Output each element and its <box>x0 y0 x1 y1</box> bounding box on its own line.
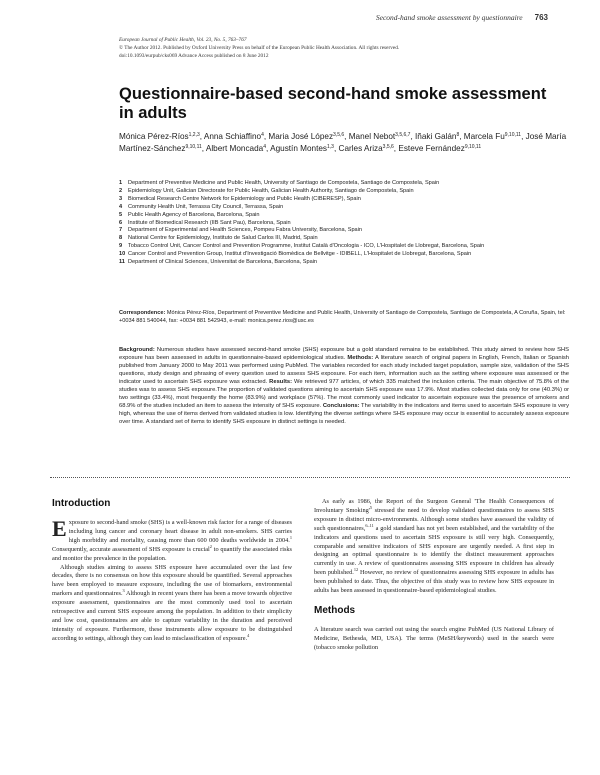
correspondence-text: Mónica Pérez-Ríos, Department of Preventive Medicine and Public Health, University of Santiago de Compostela, Santiago de Compostela, A Coruña, Spain, tel: +0034 881 540044, fax: +0034 881 542943, e-mail: monica.perez.rios@usc.es <box>119 310 566 324</box>
doi-line: doi:10.1093/eurpub/cks069 Advance Access published on 8 June 2012 <box>119 53 269 59</box>
abstract <box>119 346 569 426</box>
right-column <box>314 498 554 653</box>
methods-heading: Methods <box>314 604 356 616</box>
running-head <box>376 13 548 22</box>
affiliation-item: 4 Community Health Unit, Terrassa City Council, Terrassa, Spain <box>119 203 284 210</box>
author: Albert Moncada$^4$ <box>205 144 267 153</box>
author: Maria José López$^{3,5,6}$ <box>268 132 345 141</box>
author: Carles Ariza$^{3,5,6}$ <box>338 144 394 153</box>
section-divider <box>50 477 570 478</box>
drop-cap: E <box>52 516 67 541</box>
page-number: 763 <box>534 13 548 22</box>
author: José María Martínez-Sánchez$^{9,10,11}$ <box>119 132 567 153</box>
abstract-results-label: Results: <box>269 379 293 385</box>
author: Marcela Fu$^{9,10,11}$ <box>463 132 522 141</box>
author: Mónica Pérez-Ríos$^{1,2,3}$ <box>119 132 200 141</box>
abstract-conclusions-label: Conclusions: <box>322 403 360 409</box>
author: Anna Schiaffino$^4$ <box>203 132 264 141</box>
correspondence <box>119 310 569 326</box>
copyright-notice: © The Author 2012. Published by Oxford University Press on behalf of the European Public Health Association. All rights reserved. <box>119 45 400 51</box>
affiliation-item: 5 Public Health Agency of Barcelona, Barcelona, Spain <box>119 211 260 218</box>
affiliation-item: 2 Epidemiology Unit, Galician Directorate for Public Health, Galician Health Authority, Santiago de Compostela, Spain <box>119 187 414 194</box>
affiliation-item: 9 Tobacco Control Unit, Cancer Control and Prevention Programme, Institut Català d'Oncologia - ICO, L'Hospitalet de Llobregat, Barcelona, Spain <box>119 243 485 250</box>
affiliation-item: 11 Department of Clinical Sciences, Universitat de Barcelona, Barcelona, Spain <box>119 259 318 266</box>
introduction-column <box>52 498 292 644</box>
author: Esteve Fernández$^{9,10,11}$ <box>398 144 482 153</box>
introduction-heading: Introduction <box>52 498 111 509</box>
affiliation-item: 6 Institute of Biomedical Research (IIB Sant Pau), Barcelona, Spain <box>119 219 291 226</box>
methods-paragraph: A literature search was carried out using the search engine PubMed (US National Library of Medicine, Bethesda, MD, USA). The terms (MeSH/keywords) used in the search were (tobacco smoke pollution <box>314 625 554 651</box>
intro-paragraph: Although studies aiming to assess SHS exposure have accumulated over the last few decades, there is no consensus on how this exposure should be quantified. Several approaches have been employed to measure exposure, including the use of biomarkers, environmental markers and questionnaires.$^3$ Although in recent years there has been a move towards objective exposure assessment, questionnaires are the most commonly used tool to ascertain retrospective and current SHS exposure among the population. In addition to their simplicity and low cost, questionnaires are able to capture variability in the duration and perceived intensity of exposure. Furthermore, these instruments allow exposure to be distinguished according to settings, although they can lead to misclassification of exposure.$^4$ <box>52 563 293 642</box>
affiliation-item: 3 Biomedical Research Centre Network for Epidemiology and Public Health (CIBERESP), Spain <box>119 195 361 202</box>
affiliation-item: 8 National Centre for Epidemiology, Instituto de Salud Carlos III, Madrid, Spain <box>119 235 318 242</box>
article-title: Questionnaire-based second-hand smoke assessment in adults <box>119 85 547 122</box>
journal-citation: European Journal of Public Health, Vol. 23, No. 5, 763–767 <box>119 37 247 43</box>
author: Manel Nebot$^{3,5,6,7}$ <box>348 132 411 141</box>
correspondence-label: Correspondence: <box>119 310 166 316</box>
abstract-background-label: Background: <box>119 347 155 353</box>
publication-meta <box>119 36 559 60</box>
abstract-results: We retrieved 977 articles, of which 335 matched the inclusion criteria. The main objective of 75.8% of the studies was to assess SHS exposure.The proportion of validated questions aiming to ascertain SHS exposure was 17.9%. Most studies collected data only for one (40.3%) or two settings (33.4%), most frequently the home (83.9%) and workplace (57%). The most commonly used indicator to ascertain exposure was the presence of smokers and 68.9% of the studies included an item to assess the intensity of SHS exposure. <box>119 379 569 409</box>
abstract-methods-label: Methods: <box>347 355 374 361</box>
author: Iñaki Galán$^8$ <box>415 132 460 141</box>
abstract-methods: A literature search of original papers in English, French, Italian or Spanish published from January 2000 to May 2011 was performed using PubMed. The variables recorded for each study included target population, sample size, validation of the SHS questions, study design and phrasing of every question used to assess SHS exposure. For each item, information such as the setting where exposure was assessed or the indicator used to ascertain SHS exposure was extracted. <box>119 355 569 385</box>
running-head-title: Second-hand smoke assessment by questionnaire <box>375 13 523 22</box>
affiliation-item: 7 Department of Experimental and Health Sciences, Pompeu Fabra University, Barcelona, Spain <box>119 227 363 234</box>
affiliation-item: 1 Department of Preventive Medicine and Public Health, University of Santiago de Compostela, Santiago de Compostela, Spain <box>119 180 440 186</box>
abstract-background: Numerous studies have assessed second-hand smoke (SHS) exposure but a gold standard remains to be established. This study aimed to review how SHS exposure has been assessed in adults in questionnaire-based epidemiological studies. <box>119 347 569 361</box>
intro-paragraph: Exposure to second-hand smoke (SHS) is a well-known risk factor for a range of diseases including lung cancer and coronary heart disease in adult non-smokers. SHS carries high morbidity and mortality, causing more than 600 000 deaths worldwide in 2004.$^1$ Consequently, accurate assessment of SHS exposure is crucial$^2$ to quantify the associated risks and monitor the prevalence in the population. <box>52 516 293 562</box>
abstract-conclusions: The variability in the indicators and items used to ascertain SHS exposure is very high, whereas the use of items derived from validated studies is low. Identifying the diverse settings where SHS exposure may occur is essential to accurately assess exposure over time. A standard set of items to identify SHS exposure in distinct settings is needed. <box>119 403 570 425</box>
author-list: Mónica Pérez-Ríos$^{1,2,3}$, Anna Schiaffino$^4$, Maria José López$^{3,5,6}$, Manel Nebot$^{3,5,6,7}$, Iñaki Galán$^8$, Marcela Fu$^{9,10,11}$, José María Martínez-Sánchez$^{9,10,11}$, Albert Moncada$^4$, Agustín Montes$^{1,3}$, Carles Ariza$^{3,5,6}$, Esteve Fernández$^{9,10,11}$ <box>119 132 567 153</box>
affiliation-item: 10 Cancer Control and Prevention Group, Institut d'Investigació Biomèdica de Bellvitge - IDIBELL, L'Hospitalet de Llobregat, Barcelona, Spain <box>119 251 472 258</box>
author: Agustín Montes$^{1,3}$ <box>270 144 334 153</box>
body-paragraph: As early as 1986, the Report of the Surgeon General 'The Health Consequences of Involuntary $Smoking'^5$ stressed the need to develop validated questionnaires to assess SHS exposure in distinct micro-environments. Although some studies have assessed the validity of such questionnaires,$^{6-11}$ a gold standard has not yet been established, and the variability of the indicators and questions used to ascertain SHS exposure is still very high. Consequently, comparable and sensitive indicators of SHS exposure are urgently needed. A first step in designing an optimal questionnaire is to identify the distinct measurement approaches currently in use. A review of questionnaires assessing SHS exposure in children has already been published.$^{12}$ However, no review of questionnaires assessing SHS exposure in adults has been published to date. Thus, the objective of this study was to review how SHS exposure in adults has been assessed in questionnaire-based epidemiological studies. <box>314 498 554 595</box>
affiliation-list <box>119 180 569 267</box>
